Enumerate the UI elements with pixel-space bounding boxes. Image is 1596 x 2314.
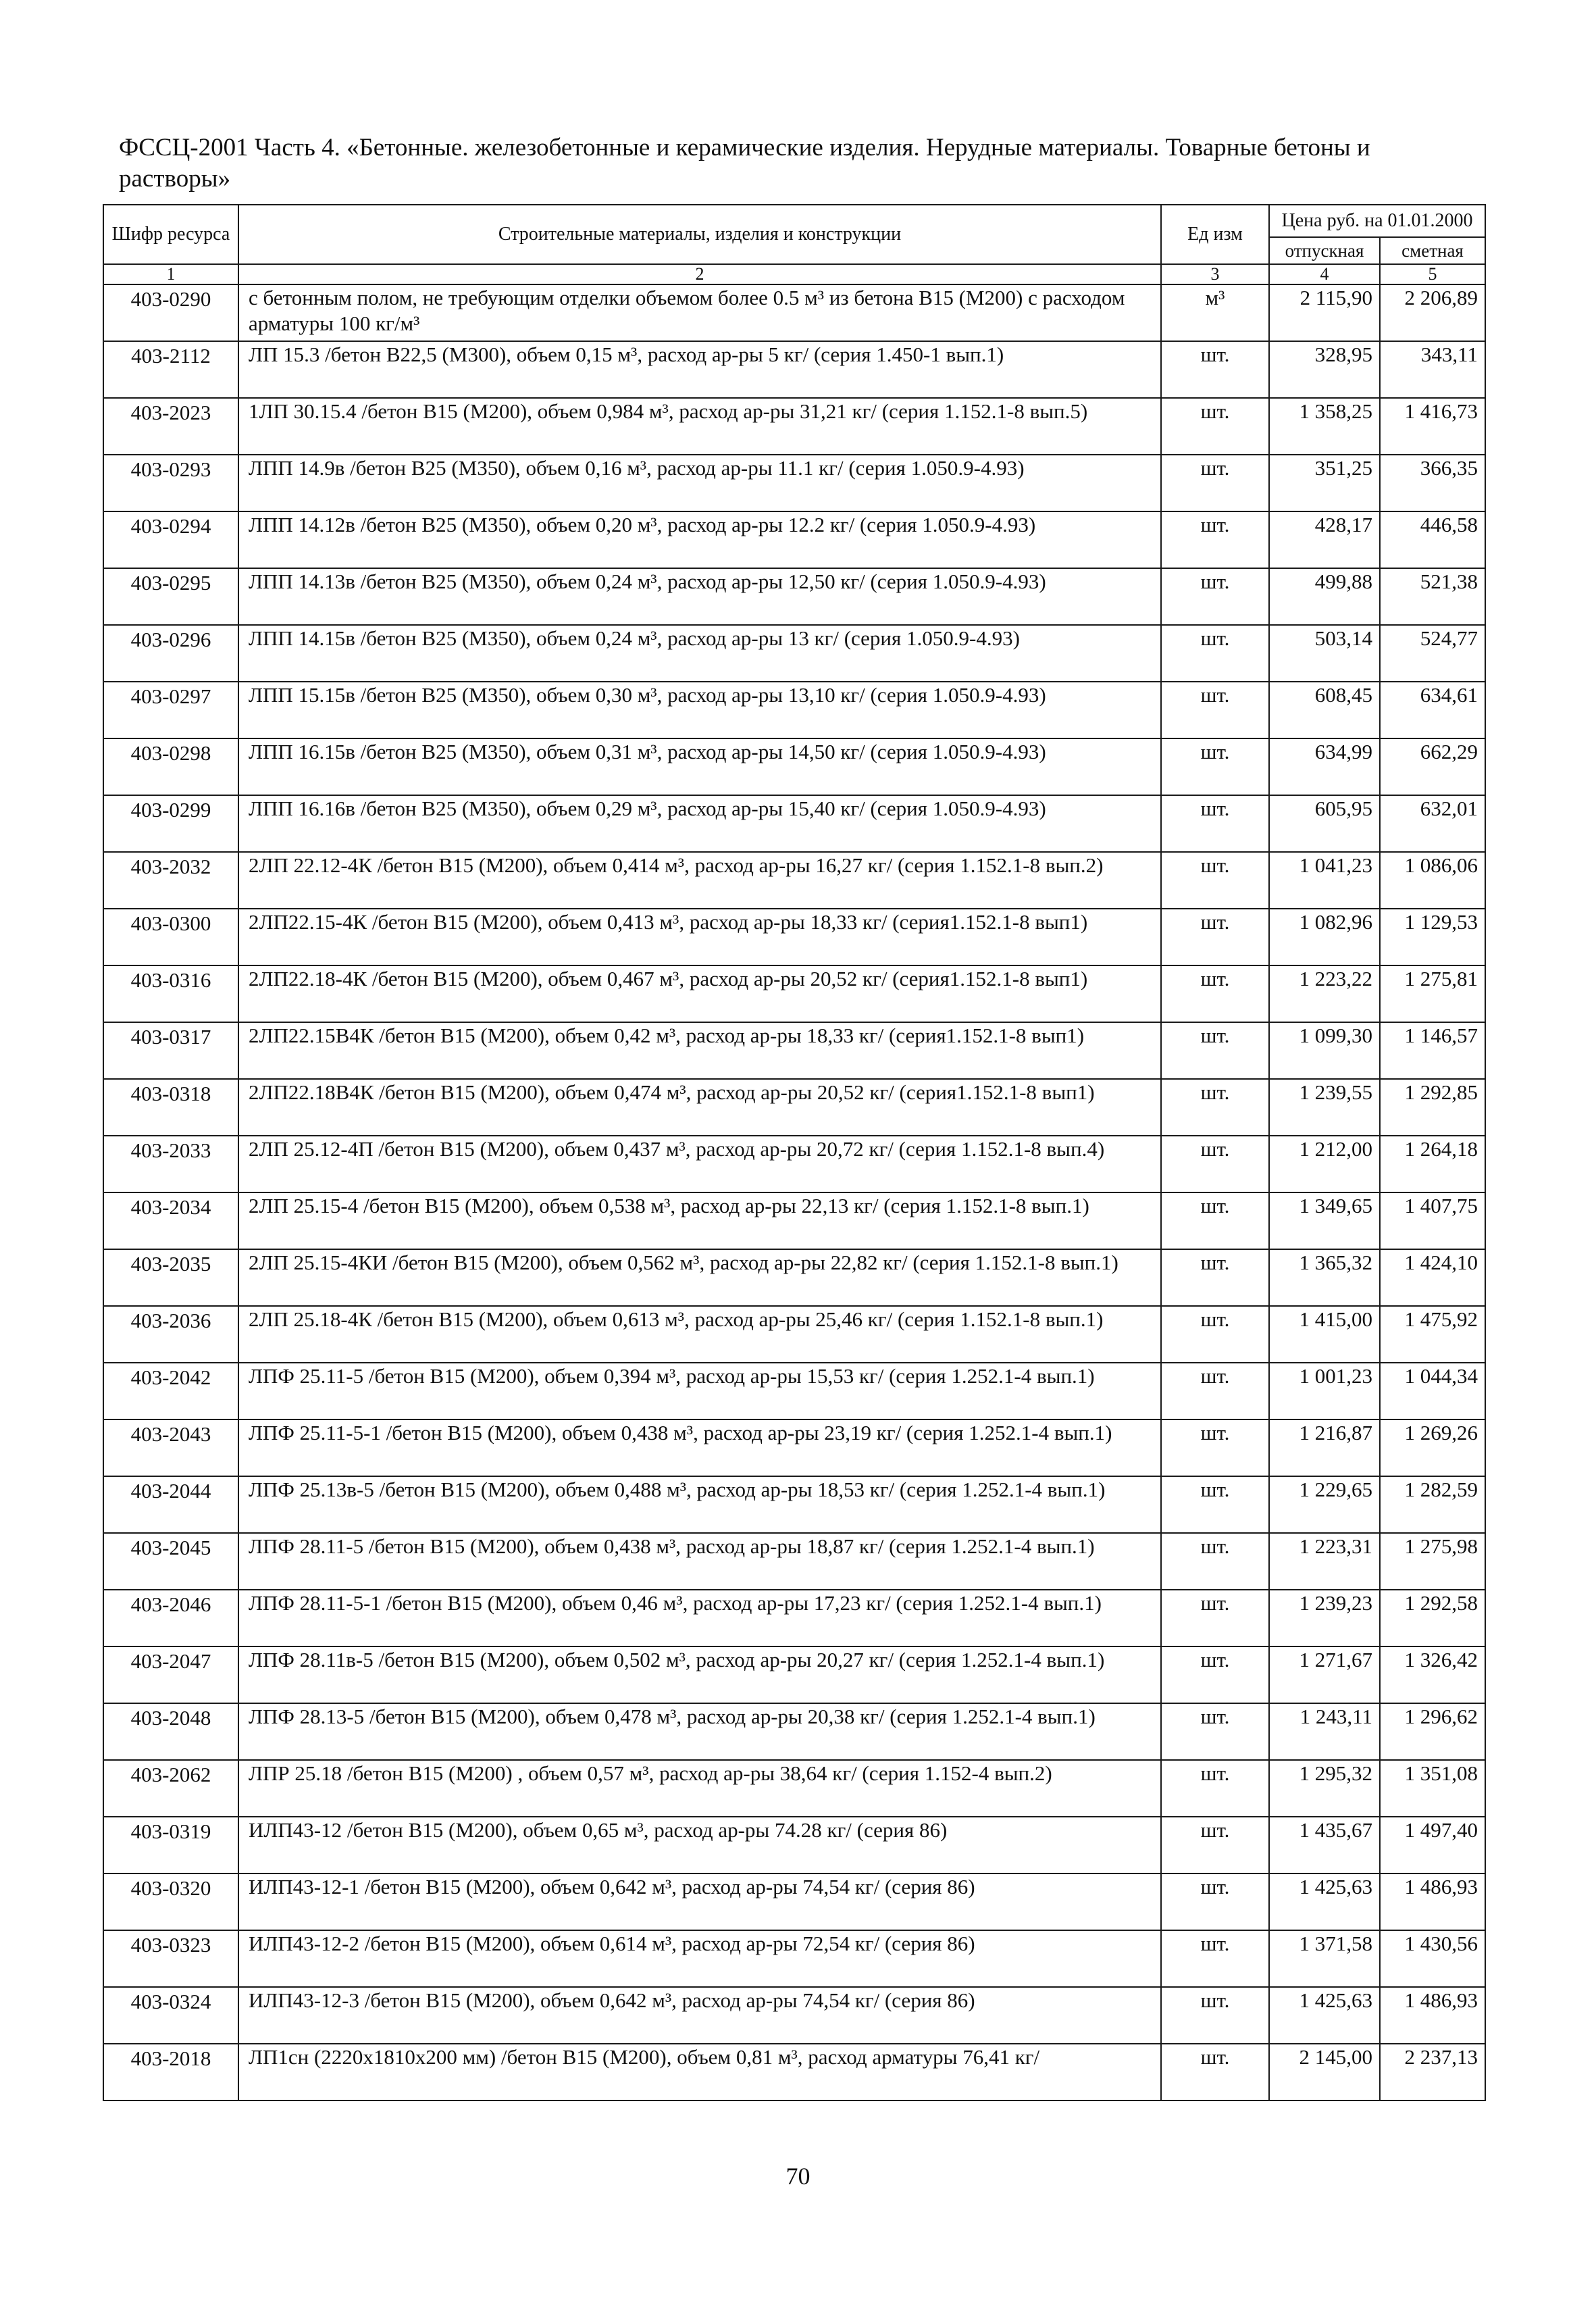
estimate-price-cell: 1 275,81: [1380, 965, 1485, 1022]
resource-code-cell: 403-0297: [103, 682, 238, 738]
material-description-cell: 2ЛП22.18В4К /бетон В15 (М200), объем 0,474 м³, расход ар-ры 20,52 кг/ (серия1.152.1-8 вып1): [238, 1079, 1161, 1136]
release-price-cell: 1 271,67: [1269, 1646, 1380, 1703]
resource-code-cell: 403-2044: [103, 1476, 238, 1533]
estimate-price-cell: 1 146,57: [1380, 1022, 1485, 1079]
release-price-cell: 328,95: [1269, 341, 1380, 398]
estimate-price-cell: 1 424,10: [1380, 1249, 1485, 1306]
header-release-price: отпускная: [1269, 237, 1380, 264]
unit-cell: шт.: [1161, 738, 1269, 795]
table-row: [103, 1363, 1485, 1419]
unit-cell: шт.: [1161, 1987, 1269, 2044]
estimate-price-cell: 1 296,62: [1380, 1703, 1485, 1760]
material-description-cell: ЛПФ 25.11-5-1 /бетон В15 (М200), объем 0,438 м³, расход ар-ры 23,19 кг/ (серия 1.252.1-4 вып.1): [238, 1419, 1161, 1476]
unit-cell: шт.: [1161, 1590, 1269, 1646]
resource-code-cell: 403-2048: [103, 1703, 238, 1760]
unit-cell: шт.: [1161, 1930, 1269, 1987]
resource-code-cell: 403-0300: [103, 909, 238, 965]
header-unit: Ед изм: [1161, 205, 1269, 264]
material-description-cell: ЛПП 14.13в /бетон В25 (М350), объем 0,24 м³, расход ар-ры 12,50 кг/ (серия 1.050.9-4.93): [238, 568, 1161, 625]
estimate-price-cell: 1 416,73: [1380, 398, 1485, 455]
price-table-body: [103, 284, 1485, 2101]
material-description-cell: 2ЛП 25.15-4 /бетон В15 (М200), объем 0,538 м³, расход ар-ры 22,13 кг/ (серия 1.152.1-8 вып.1): [238, 1192, 1161, 1249]
material-description-cell: ЛПР 25.18 /бетон В15 (М200) , объем 0,57 м³, расход ар-ры 38,64 кг/ (серия 1.152-4 вып.2): [238, 1760, 1161, 1817]
estimate-price-cell: 343,11: [1380, 341, 1485, 398]
estimate-price-cell: 2 237,13: [1380, 2044, 1485, 2101]
material-description-cell: 2ЛП 22.12-4К /бетон В15 (М200), объем 0,414 м³, расход ар-ры 16,27 кг/ (серия 1.152.1-8 вып.2): [238, 852, 1161, 909]
table-row: [103, 455, 1485, 511]
release-price-cell: 428,17: [1269, 511, 1380, 568]
resource-code-cell: 403-2023: [103, 398, 238, 455]
release-price-cell: 1 425,63: [1269, 1873, 1380, 1930]
table-row: [103, 1930, 1485, 1987]
unit-cell: шт.: [1161, 795, 1269, 852]
estimate-price-cell: 1 407,75: [1380, 1192, 1485, 1249]
table-row: [103, 568, 1485, 625]
release-price-cell: 1 365,32: [1269, 1249, 1380, 1306]
release-price-cell: 1 001,23: [1269, 1363, 1380, 1419]
unit-cell: шт.: [1161, 568, 1269, 625]
unit-cell: шт.: [1161, 1646, 1269, 1703]
estimate-price-cell: 1 292,58: [1380, 1590, 1485, 1646]
unit-cell: шт.: [1161, 1760, 1269, 1817]
material-description-cell: ЛПП 14.9в /бетон В25 (М350), объем 0,16 м³, расход ар-ры 11.1 кг/ (серия 1.050.9-4.93): [238, 455, 1161, 511]
material-description-cell: 1ЛП 30.15.4 /бетон В15 (М200), объем 0,984 м³, расход ар-ры 31,21 кг/ (серия 1.152.1-8 вып.5): [238, 398, 1161, 455]
resource-code-cell: 403-0298: [103, 738, 238, 795]
resource-code-cell: 403-0293: [103, 455, 238, 511]
unit-cell: шт.: [1161, 1703, 1269, 1760]
material-description-cell: ЛП 15.3 /бетон В22,5 (М300), объем 0,15 м³, расход ар-ры 5 кг/ (серия 1.450-1 вып.1): [238, 341, 1161, 398]
table-row: [103, 1022, 1485, 1079]
estimate-price-cell: 1 430,56: [1380, 1930, 1485, 1987]
estimate-price-cell: 1 326,42: [1380, 1646, 1485, 1703]
unit-cell: шт.: [1161, 1022, 1269, 1079]
estimate-price-cell: 1 282,59: [1380, 1476, 1485, 1533]
material-description-cell: ЛПП 14.12в /бетон В25 (М350), объем 0,20 м³, расход ар-ры 12.2 кг/ (серия 1.050.9-4.93): [238, 511, 1161, 568]
release-price-cell: 1 239,23: [1269, 1590, 1380, 1646]
estimate-price-cell: 366,35: [1380, 455, 1485, 511]
release-price-cell: 1 212,00: [1269, 1136, 1380, 1192]
estimate-price-cell: 634,61: [1380, 682, 1485, 738]
release-price-cell: 2 115,90: [1269, 284, 1380, 341]
resource-code-cell: 403-0318: [103, 1079, 238, 1136]
material-description-cell: ЛПФ 28.11-5 /бетон В15 (М200), объем 0,438 м³, расход ар-ры 18,87 кг/ (серия 1.252.1-4 вып.1): [238, 1533, 1161, 1590]
table-row: [103, 2044, 1485, 2101]
header-price-group: Цена руб. на 01.01.2000: [1269, 205, 1485, 237]
resource-code-cell: 403-2032: [103, 852, 238, 909]
material-description-cell: ЛПП 15.15в /бетон В25 (М350), объем 0,30 м³, расход ар-ры 13,10 кг/ (серия 1.050.9-4.93): [238, 682, 1161, 738]
table-row: [103, 1646, 1485, 1703]
material-description-cell: с бетонным полом, не требующим отделки объемом более 0.5 м³ из бетона В15 (М200) с расходом арматуры 100 кг/м³: [238, 284, 1161, 341]
unit-cell: шт.: [1161, 1476, 1269, 1533]
release-price-cell: 1 216,87: [1269, 1419, 1380, 1476]
table-row: [103, 1703, 1485, 1760]
release-price-cell: 1 415,00: [1269, 1306, 1380, 1363]
estimate-price-cell: 1 264,18: [1380, 1136, 1485, 1192]
material-description-cell: ЛПФ 25.11-5 /бетон В15 (М200), объем 0,394 м³, расход ар-ры 15,53 кг/ (серия 1.252.1-4 вып.1): [238, 1363, 1161, 1419]
unit-cell: шт.: [1161, 909, 1269, 965]
table-row: [103, 852, 1485, 909]
resource-code-cell: 403-2034: [103, 1192, 238, 1249]
estimate-price-cell: 521,38: [1380, 568, 1485, 625]
table-row: [103, 284, 1485, 341]
unit-cell: шт.: [1161, 341, 1269, 398]
estimate-price-cell: 1 486,93: [1380, 1987, 1485, 2044]
header-estimate-price: сметная: [1380, 237, 1485, 264]
resource-code-cell: 403-0320: [103, 1873, 238, 1930]
release-price-cell: 1 223,31: [1269, 1533, 1380, 1590]
unit-cell: шт.: [1161, 1192, 1269, 1249]
release-price-cell: 1 349,65: [1269, 1192, 1380, 1249]
estimate-price-cell: 1 486,93: [1380, 1873, 1485, 1930]
table-row: [103, 1760, 1485, 1817]
material-description-cell: 2ЛП22.15-4К /бетон В15 (М200), объем 0,413 м³, расход ар-ры 18,33 кг/ (серия1.152.1-8 вып1): [238, 909, 1161, 965]
unit-cell: шт.: [1161, 511, 1269, 568]
estimate-price-cell: 1 044,34: [1380, 1363, 1485, 1419]
header-name: Строительные материалы, изделия и конструкции: [238, 205, 1161, 264]
estimate-price-cell: 1 497,40: [1380, 1817, 1485, 1873]
unit-cell: шт.: [1161, 398, 1269, 455]
table-row: [103, 1306, 1485, 1363]
estimate-price-cell: 1 086,06: [1380, 852, 1485, 909]
resource-code-cell: 403-0296: [103, 625, 238, 682]
estimate-price-cell: 1 269,26: [1380, 1419, 1485, 1476]
resource-code-cell: 403-0290: [103, 284, 238, 341]
price-table: [103, 204, 1486, 2101]
unit-cell: м³: [1161, 284, 1269, 341]
unit-cell: шт.: [1161, 1079, 1269, 1136]
unit-cell: шт.: [1161, 965, 1269, 1022]
material-description-cell: 2ЛП22.18-4К /бетон В15 (М200), объем 0,467 м³, расход ар-ры 20,52 кг/ (серия1.152.1-8 вып1): [238, 965, 1161, 1022]
release-price-cell: 1 223,22: [1269, 965, 1380, 1022]
estimate-price-cell: 524,77: [1380, 625, 1485, 682]
estimate-price-cell: 1 275,98: [1380, 1533, 1485, 1590]
table-row: [103, 511, 1485, 568]
estimate-price-cell: 446,58: [1380, 511, 1485, 568]
unit-cell: шт.: [1161, 1249, 1269, 1306]
column-number: 4: [1269, 264, 1380, 284]
unit-cell: шт.: [1161, 1533, 1269, 1590]
material-description-cell: ЛПФ 28.13-5 /бетон В15 (М200), объем 0,478 м³, расход ар-ры 20,38 кг/ (серия 1.252.1-4 вып.1): [238, 1703, 1161, 1760]
table-row: [103, 682, 1485, 738]
resource-code-cell: 403-2035: [103, 1249, 238, 1306]
resource-code-cell: 403-0299: [103, 795, 238, 852]
release-price-cell: 1 295,32: [1269, 1760, 1380, 1817]
table-row: [103, 1590, 1485, 1646]
unit-cell: шт.: [1161, 682, 1269, 738]
release-price-cell: 1 425,63: [1269, 1987, 1380, 2044]
resource-code-cell: 403-2062: [103, 1760, 238, 1817]
resource-code-cell: 403-0324: [103, 1987, 238, 2044]
resource-code-cell: 403-0317: [103, 1022, 238, 1079]
unit-cell: шт.: [1161, 625, 1269, 682]
column-number: 2: [238, 264, 1161, 284]
unit-cell: шт.: [1161, 1873, 1269, 1930]
resource-code-cell: 403-2033: [103, 1136, 238, 1192]
table-row: [103, 398, 1485, 455]
page-number: 70: [786, 2163, 810, 2190]
resource-code-cell: 403-0295: [103, 568, 238, 625]
material-description-cell: ИЛП43-12-1 /бетон В15 (М200), объем 0,642 м³, расход ар-ры 74,54 кг/ (серия 86): [238, 1873, 1161, 1930]
estimate-price-cell: 2 206,89: [1380, 284, 1485, 341]
material-description-cell: 2ЛП 25.15-4КИ /бетон В15 (М200), объем 0,562 м³, расход ар-ры 22,82 кг/ (серия 1.152.1-8 вып.1): [238, 1249, 1161, 1306]
table-row: [103, 1136, 1485, 1192]
release-price-cell: 499,88: [1269, 568, 1380, 625]
table-row: [103, 738, 1485, 795]
unit-cell: шт.: [1161, 1817, 1269, 1873]
column-number: 5: [1380, 264, 1485, 284]
table-row: [103, 1476, 1485, 1533]
release-price-cell: 634,99: [1269, 738, 1380, 795]
material-description-cell: ИЛП43-12-2 /бетон В15 (М200), объем 0,614 м³, расход ар-ры 72,54 кг/ (серия 86): [238, 1930, 1161, 1987]
release-price-cell: 1 435,67: [1269, 1817, 1380, 1873]
material-description-cell: ЛПФ 28.11в-5 /бетон В15 (М200), объем 0,502 м³, расход ар-ры 20,27 кг/ (серия 1.252.1-4 вып.1): [238, 1646, 1161, 1703]
release-price-cell: 1 371,58: [1269, 1930, 1380, 1987]
release-price-cell: 1 041,23: [1269, 852, 1380, 909]
release-price-cell: 608,45: [1269, 682, 1380, 738]
release-price-cell: 503,14: [1269, 625, 1380, 682]
material-description-cell: 2ЛП 25.12-4П /бетон В15 (М200), объем 0,437 м³, расход ар-ры 20,72 кг/ (серия 1.152.1-8 вып.4): [238, 1136, 1161, 1192]
material-description-cell: ЛПФ 25.13в-5 /бетон В15 (М200), объем 0,488 м³, расход ар-ры 18,53 кг/ (серия 1.252.1-4 вып.1): [238, 1476, 1161, 1533]
release-price-cell: 2 145,00: [1269, 2044, 1380, 2101]
unit-cell: шт.: [1161, 1136, 1269, 1192]
table-row: [103, 795, 1485, 852]
unit-cell: шт.: [1161, 1306, 1269, 1363]
material-description-cell: ЛПФ 28.11-5-1 /бетон В15 (М200), объем 0,46 м³, расход ар-ры 17,23 кг/ (серия 1.252.1-4 вып.1): [238, 1590, 1161, 1646]
table-row: [103, 1249, 1485, 1306]
page-title: ФССЦ-2001 Часть 4. «Бетонные. железобетонные и керамические изделия. Нерудные материалы. Товарные бетоны и растворы»: [119, 134, 1370, 193]
table-row: [103, 625, 1485, 682]
release-price-cell: 1 099,30: [1269, 1022, 1380, 1079]
release-price-cell: 1 229,65: [1269, 1476, 1380, 1533]
table-row: [103, 965, 1485, 1022]
material-description-cell: ИЛП43-12 /бетон В15 (М200), объем 0,65 м³, расход ар-ры 74.28 кг/ (серия 86): [238, 1817, 1161, 1873]
table-row: [103, 1817, 1485, 1873]
resource-code-cell: 403-0319: [103, 1817, 238, 1873]
resource-code-cell: 403-2112: [103, 341, 238, 398]
resource-code-cell: 403-0294: [103, 511, 238, 568]
table-row: [103, 341, 1485, 398]
table-row: [103, 1987, 1485, 2044]
release-price-cell: 1 358,25: [1269, 398, 1380, 455]
header-code: Шифр ресурса: [103, 205, 238, 264]
estimate-price-cell: 632,01: [1380, 795, 1485, 852]
material-description-cell: ЛПП 14.15в /бетон В25 (М350), объем 0,24 м³, расход ар-ры 13 кг/ (серия 1.050.9-4.93): [238, 625, 1161, 682]
release-price-cell: 1 082,96: [1269, 909, 1380, 965]
estimate-price-cell: 1 351,08: [1380, 1760, 1485, 1817]
unit-cell: шт.: [1161, 1419, 1269, 1476]
table-row: [103, 1873, 1485, 1930]
table-row: [103, 1533, 1485, 1590]
column-number: 1: [103, 264, 238, 284]
release-price-cell: 605,95: [1269, 795, 1380, 852]
unit-cell: шт.: [1161, 2044, 1269, 2101]
resource-code-cell: 403-2046: [103, 1590, 238, 1646]
release-price-cell: 351,25: [1269, 455, 1380, 511]
release-price-cell: 1 239,55: [1269, 1079, 1380, 1136]
table-row: [103, 909, 1485, 965]
material-description-cell: ЛПП 16.15в /бетон В25 (М350), объем 0,31 м³, расход ар-ры 14,50 кг/ (серия 1.050.9-4.93): [238, 738, 1161, 795]
resource-code-cell: 403-2045: [103, 1533, 238, 1590]
material-description-cell: 2ЛП22.15В4К /бетон В15 (М200), объем 0,42 м³, расход ар-ры 18,33 кг/ (серия1.152.1-8 вып1): [238, 1022, 1161, 1079]
resource-code-cell: 403-2047: [103, 1646, 238, 1703]
resource-code-cell: 403-0316: [103, 965, 238, 1022]
resource-code-cell: 403-0323: [103, 1930, 238, 1987]
unit-cell: шт.: [1161, 1363, 1269, 1419]
estimate-price-cell: 662,29: [1380, 738, 1485, 795]
material-description-cell: ЛПП 16.16в /бетон В25 (М350), объем 0,29 м³, расход ар-ры 15,40 кг/ (серия 1.050.9-4.93): [238, 795, 1161, 852]
release-price-cell: 1 243,11: [1269, 1703, 1380, 1760]
table-row: [103, 1419, 1485, 1476]
column-number: 3: [1161, 264, 1269, 284]
estimate-price-cell: 1 292,85: [1380, 1079, 1485, 1136]
unit-cell: шт.: [1161, 852, 1269, 909]
table-row: [103, 1192, 1485, 1249]
resource-code-cell: 403-2042: [103, 1363, 238, 1419]
resource-code-cell: 403-2018: [103, 2044, 238, 2101]
resource-code-cell: 403-2036: [103, 1306, 238, 1363]
resource-code-cell: 403-2043: [103, 1419, 238, 1476]
estimate-price-cell: 1 129,53: [1380, 909, 1485, 965]
material-description-cell: ЛП1сн (2220х1810х200 мм) /бетон В15 (М200), объем 0,81 м³, расход арматуры 76,41 кг/: [238, 2044, 1161, 2101]
material-description-cell: ИЛП43-12-3 /бетон В15 (М200), объем 0,642 м³, расход ар-ры 74,54 кг/ (серия 86): [238, 1987, 1161, 2044]
unit-cell: шт.: [1161, 455, 1269, 511]
material-description-cell: 2ЛП 25.18-4К /бетон В15 (М200), объем 0,613 м³, расход ар-ры 25,46 кг/ (серия 1.152.1-8 вып.1): [238, 1306, 1161, 1363]
table-row: [103, 1079, 1485, 1136]
estimate-price-cell: 1 475,92: [1380, 1306, 1485, 1363]
